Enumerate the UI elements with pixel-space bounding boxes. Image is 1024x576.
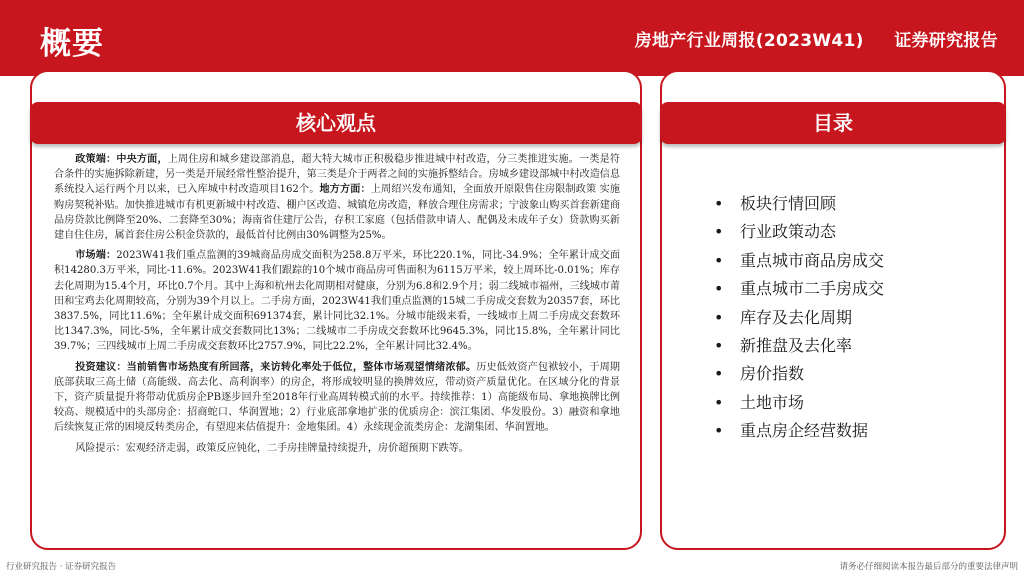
toc-item[interactable] [714,389,884,417]
bullet-icon: • [714,421,724,441]
toc-item-label: 板块行情回顾 [740,194,837,213]
toc-item-label: 房价指数 [740,364,805,384]
investment-paragraph [54,360,620,436]
risk-text: 风险提示：宏观经济走弱，政策反应钝化，二手房挂牌量持续提升，房价超预期下跌等。 [75,442,469,454]
policy-lead-local: 地方方面： [319,184,371,196]
footer-left: 行业研究报告 · 证券研究报告 [6,562,117,572]
bullet-icon: • [714,335,724,355]
toc-item-label: 新推盘及去化率 [740,335,853,355]
investment-text: 历史低效资产包袱较小，于周期底部获取三高土储（高能级、高去化、高利润率）的房企，将形成较明显的换牌效应，带动资产质量优化。在区域分化的背景下，资产质量提升将带动优质房企PB逐步回升至2018年行业高周转模式前的水平。持续推荐：1）高能级布局、拿地换牌比例较高、规模适中的头部房企：招商蛇口、华润置地；2）行业底部拿地扩张的优质房企：滨江集团、华发股份。3）融资和拿地后续恢复正常的困境反转类房企，有望迎来估值提升：金地集团。4）永续现金流类房企：龙湖集团、华润置地。 [54,361,621,434]
investment-lead: 投资建议：当前销售市场热度有所回落，来访转化率处于低位，整体市场观望情绪浓郁。 [75,361,477,373]
toc-item[interactable] [714,218,884,246]
toc-item[interactable] [714,332,884,360]
toc-item-label: 重点房企经营数据 [740,421,869,441]
policy-paragraph [54,152,620,243]
bullet-icon: • [714,222,724,242]
policy-text-local: 上周绍兴发布通知，全面放开原限售住房限制政策 实施购房契税补贴。加快推进城市有机更新城中村改造、棚户区改造、城镇危房改造，释放合理住房需求；宁波象山购买首套新建商品房贷款比例降至20%、二套降至30%；海南省住建厅公告，存积工家庭（包括借款申请人、配偶及未成年子女）贷款购买新建自住住房，属首套住房公积金贷款的，最低首付比例由30%调整为25%。 [54,184,621,242]
toc-panel [660,70,1006,550]
toc-item-label: 重点城市二手房成交 [740,279,885,299]
bullet-icon: • [714,364,724,384]
toc-item-label: 重点城市商品房成交 [740,250,885,270]
bullet-icon: • [714,307,724,327]
toc-item[interactable] [714,417,884,445]
toc-list [714,190,884,446]
market-text: 2023W41我们重点监测的39城商品房成交面积为258.8万平米，环比220.1%，同比-34.9%；全年累计成交面积14280.3万平米，同比-11.6%。2023W41我们跟踪的10个城市商品房可售面积为6115万平米，较上周环比-0.01%；库存去化周期为15.4个月，环比0.7个月。其中上海和杭州去化周期相对健康，分别为6.8和2.9个月；弱二线城市福州，三线城市莆田和宝鸡去化周期较高，分别为39个月以上。二手房方面，2023W41我们重点监测的15城二手房成交套数为20357套，环比3837.5%，同比11.6%；全年累计成交面积691374套，累计同比32.1%。分城市能级来看，一线城市上周二手房成交套数环比1347.3%，同比-5%，全年累计成交套数同比13%；二线城市二手房成交套数环比9645.3%，同比15.8%，全年累计同比39.7%；三四线城市上周二手房成交套数环比2757.9%，同比22.2%，全年累计同比32.4%。 [54,250,620,353]
bullet-icon: • [714,279,724,299]
report-title: 房地产行业周报(2023W41) [634,31,864,51]
toc-item[interactable] [714,304,884,332]
bullet-icon: • [714,250,724,270]
footer-disclaimer: 请务必仔细阅读本报告最后部分的重要法律声明 [839,562,1018,572]
core-views-content [54,152,620,461]
bullet-icon: • [714,392,724,412]
market-paragraph [54,248,620,354]
bullet-icon: • [714,194,724,213]
market-lead: 市场端： [75,250,117,262]
toc-item[interactable] [714,190,884,218]
toc-item[interactable] [714,247,884,275]
header-bar [0,0,1024,76]
policy-text-central: 上周住房和城乡建设部消息，超大特大城市正积极稳步推进城中村改造，分三类推进实施。一类是符合条件的实施拆除新建，另一类是开展经常性整治提升，第三类是介于两者之间的实施拆整结合。房城乡建设部城中村改造信息系统投入运行两个月以来，已入库城中村改造项目162个。 [54,154,620,196]
core-views-heading: 核心观点 [30,102,642,144]
toc-item-label: 土地市场 [740,392,805,412]
report-title-line [635,26,998,51]
policy-lead: 政策端：中央方面， [75,154,168,165]
toc-item-label: 库存及去化周期 [740,307,853,327]
core-views-panel [30,70,642,550]
toc-item-label: 行业政策动态 [740,222,837,242]
report-type: 证券研究报告 [894,31,998,51]
toc-item[interactable] [714,360,884,388]
page-title: 概要 [40,26,104,62]
toc-heading: 目录 [660,102,1006,144]
risk-paragraph [54,441,620,456]
toc-item[interactable] [714,275,884,303]
